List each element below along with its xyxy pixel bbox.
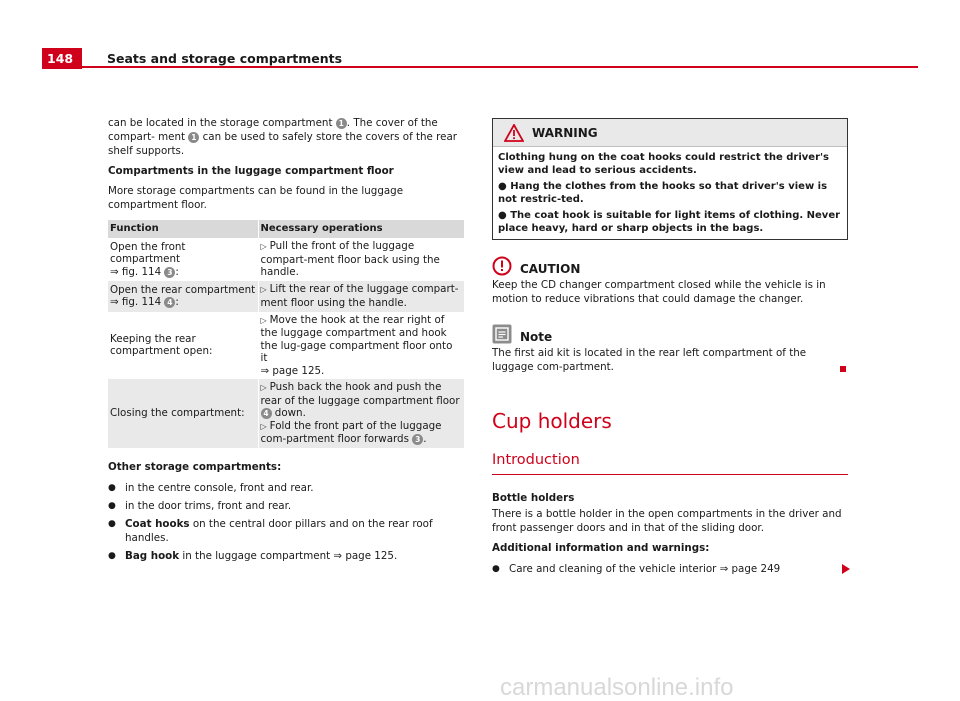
bullet-icon: ● <box>498 181 511 192</box>
intro-text: . The cover of the compart- <box>108 117 438 143</box>
subheading: Compartments in the luggage compartment floor <box>108 165 394 177</box>
cell-text: Push back the hook and push the rear of the luggage compartment floor <box>260 381 460 407</box>
list-item-text: in the luggage compartment ⇒ page 125. <box>179 549 398 562</box>
warning-title: WARNING <box>532 126 598 140</box>
bullet-icon: ● <box>108 482 116 493</box>
warning-text: Clothing hung on the coat hooks could restrict the driver's view and lead to serious accidents. <box>498 152 830 176</box>
section-heading: Introduction <box>492 452 580 468</box>
callout-marker: 4 <box>261 408 272 419</box>
cell-text: Fold the front part of the luggage com-partment floor forwards <box>260 419 442 445</box>
step-arrow-icon: ▷ <box>260 315 267 325</box>
cell-text: Move the hook at the rear right of the luggage compartment and hook the lug-gage compartment floor onto it <box>260 313 453 364</box>
table-cell-operation <box>258 238 464 281</box>
table-cell-operation: ▷ Push back the hook and push the rear of the luggage compartment floor 4 down. ▷ Fold the front part of the luggage com-partment floor forwards 3 . <box>258 379 464 448</box>
watermark: carmanualsonline.info <box>500 674 734 701</box>
figure-reference: ⇒ fig. 114 <box>110 296 162 308</box>
list-item-text: Care and cleaning of the vehicle interior ⇒ page 249 <box>509 563 781 575</box>
intro-text: ment <box>158 131 186 143</box>
list-item <box>108 481 464 495</box>
body-paragraph: More storage compartments can be found in the luggage compartment floor. <box>108 185 404 211</box>
intro-text: can be used to safely store the covers of the rear shelf supports. <box>108 131 458 157</box>
table-cell-function: Open the rear compartment ⇒ fig. 114 4 : <box>108 281 258 312</box>
bullet-icon: ● <box>492 564 500 574</box>
note-title: Note <box>520 330 553 344</box>
subheading: Bottle holders <box>492 492 575 504</box>
note-body: The first aid kit is located in the rear left compartment of the luggage com-partment. <box>492 347 807 373</box>
list-item <box>108 499 464 513</box>
column-header-operations: Necessary operations <box>258 220 464 238</box>
subheading: Additional information and warnings: <box>492 542 710 554</box>
bullet-icon: ● <box>108 550 116 561</box>
warning-item-text: The coat hook is suitable for light items of clothing. Never place heavy, hard or sharp objects in the bags. <box>498 210 841 234</box>
caution-text: Keep the CD changer compartment closed while the vehicle is in motion to reduce vibrations that could damage the changer. <box>492 279 826 305</box>
heading-rule <box>492 474 848 475</box>
note-section <box>492 324 848 374</box>
right-column <box>492 118 848 580</box>
list-item-text: in the door trims, front and rear. <box>125 499 292 512</box>
cell-text: Pull the front of the luggage compart-ment floor back using the handle. <box>260 240 440 278</box>
cell-text: Keeping the rear compartment open: <box>110 332 213 358</box>
bullet-icon: ● <box>498 210 511 221</box>
table-row <box>108 281 464 312</box>
left-column <box>108 116 464 567</box>
list-item-term: Coat hooks <box>125 517 190 530</box>
step-arrow-icon: ▷ <box>260 242 267 251</box>
section-end-marker <box>840 366 846 372</box>
warning-box <box>492 118 848 240</box>
warning-body <box>493 147 847 239</box>
warning-triangle-icon <box>504 124 524 142</box>
cell-text: Open the rear compartment <box>110 283 256 296</box>
cell-text: Closing the compartment: <box>110 407 245 419</box>
step-arrow-icon: ▷ <box>260 421 267 431</box>
callout-marker: 1 <box>336 118 347 129</box>
step-arrow-icon: ▷ <box>260 383 267 392</box>
table-row <box>108 238 464 281</box>
note-text <box>492 346 848 374</box>
cell-text: down. <box>274 407 306 419</box>
step-arrow-icon: ▷ <box>260 285 267 294</box>
intro-paragraph <box>108 116 464 158</box>
table-cell-function: Open the front compartment ⇒ fig. 114 3 : <box>110 240 186 278</box>
list-item-text: in the centre console, front and rear. <box>125 481 314 494</box>
table-header-row <box>108 220 464 238</box>
list-item-term: Bag hook <box>125 549 180 562</box>
table-cell-function <box>108 312 258 380</box>
callout-marker: 1 <box>188 132 199 143</box>
figure-reference: ⇒ fig. 114 <box>110 265 162 278</box>
caution-title: CAUTION <box>520 262 581 276</box>
caution-icon <box>492 256 512 276</box>
bullet-icon: ● <box>108 500 116 511</box>
page-number: 148 <box>47 51 74 66</box>
warning-item <box>498 180 842 206</box>
intro-text: can be located in the storage compartment <box>108 117 333 129</box>
note-icon <box>492 324 512 344</box>
header-rule <box>82 66 918 68</box>
warning-item <box>498 209 842 235</box>
caution-section <box>492 256 848 306</box>
warning-item-text: Hang the clothes from the hooks so that driver's view is not restric-ted. <box>498 181 828 205</box>
table-cell-function <box>108 379 258 448</box>
cell-text: Open the front compartment <box>110 240 186 265</box>
chapter-heading: Cup holders <box>492 409 612 433</box>
table-row <box>108 312 464 380</box>
warning-header <box>493 119 847 147</box>
callout-marker: 3 <box>164 267 175 278</box>
page-reference: ⇒ page 125. <box>260 364 325 377</box>
cell-text: Lift the rear of the luggage compart-ment floor using the handle. <box>260 283 459 309</box>
list-item <box>108 549 464 563</box>
list-item <box>492 562 848 576</box>
continue-arrow-icon <box>842 564 850 574</box>
operations-table <box>108 220 464 448</box>
callout-marker: 4 <box>164 297 175 308</box>
column-header-function: Function <box>108 220 258 238</box>
body-paragraph: There is a bottle holder in the open compartments in the driver and front passenger doors and in that of the sliding door. <box>492 508 842 534</box>
bullet-icon: ● <box>108 518 116 529</box>
section-title: Seats and storage compartments <box>107 51 343 66</box>
table-cell-operation <box>258 281 464 312</box>
subheading: Other storage compartments: <box>108 460 282 473</box>
table-cell-operation <box>258 312 464 380</box>
list-item <box>108 517 464 545</box>
table-row <box>108 379 464 448</box>
callout-marker: 3 <box>412 434 423 445</box>
list-item-text: on the central door pillars and on the rear roof handles. <box>125 517 433 544</box>
